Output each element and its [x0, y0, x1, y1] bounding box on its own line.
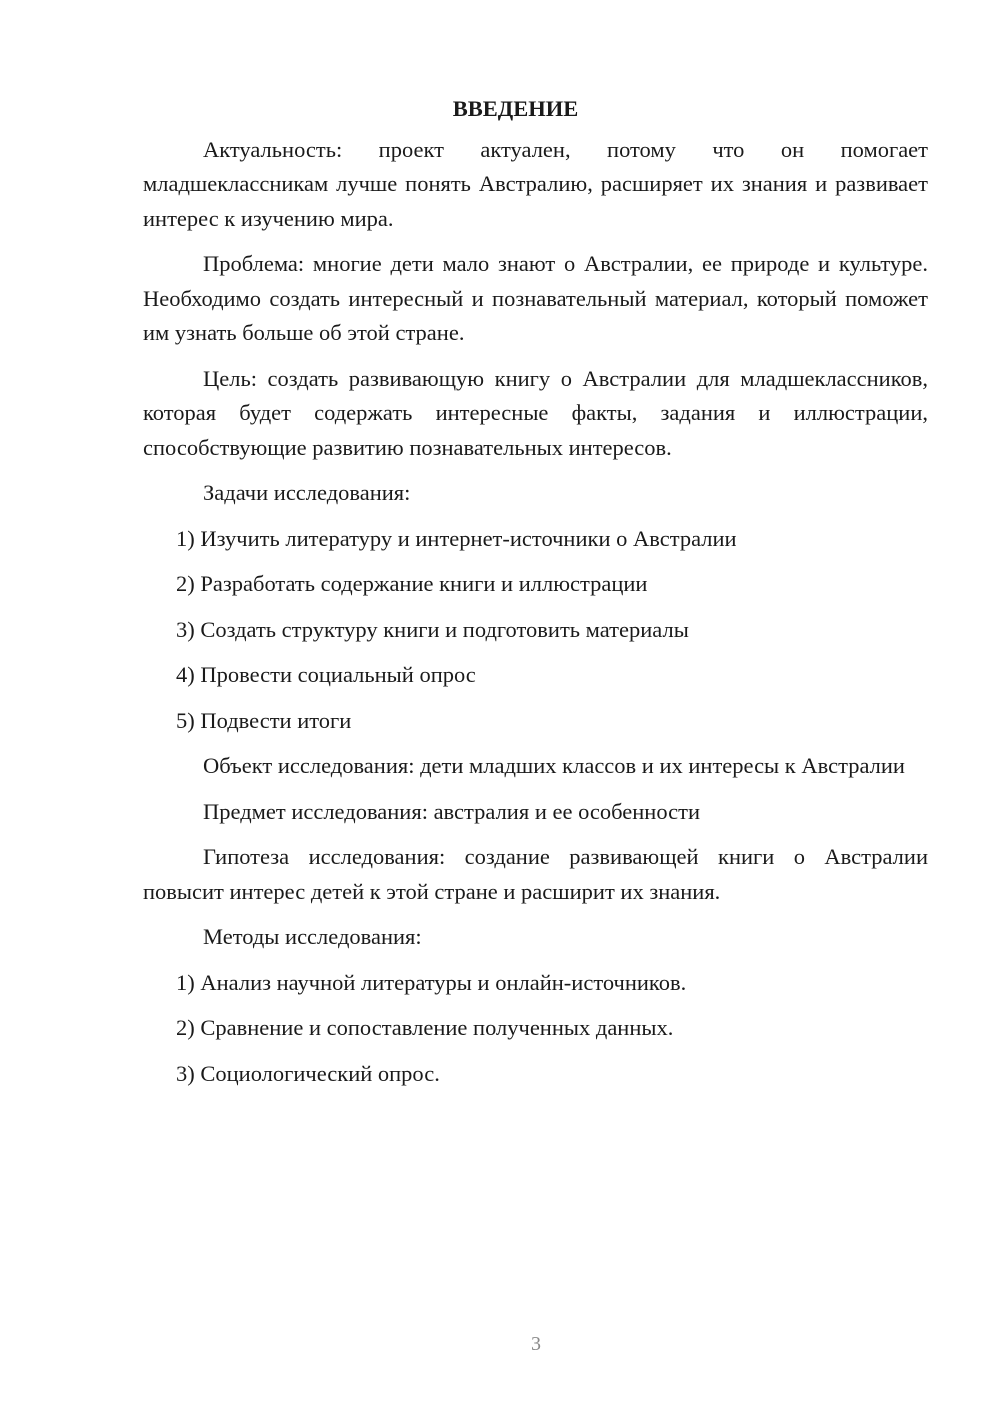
task-item: 5) Подвести итоги: [176, 707, 352, 733]
section-title: ВВЕДЕНИЕ: [452, 96, 579, 121]
method-item: 1) Анализ научной литературы и онлайн-источников.: [176, 969, 687, 995]
hypothesis-paragraph: Гипотеза исследования: создание развивающей книги о Австралии повысит интерес детей к этой стране и расширит их знания.: [143, 844, 928, 904]
goal-paragraph: Цель: создать развивающую книгу о Австралии для младшеклассников, которая будет содержать интересные факты, задания и иллюстрации, способствующие развитию познавательных интересов.: [143, 365, 928, 460]
relevance-paragraph: Актуальность: проект актуален, потому что он помогает младшеклассникам лучше понять Австралию, расширяет их знания и развивает интерес к изучению мира.: [143, 136, 928, 231]
page-number: 3: [531, 1333, 541, 1355]
problem-paragraph: Проблема: многие дети мало знают о Австралии, ее природе и культуре. Необходимо создать интересный и познавательный материал, который поможет им узнать больше об этой стране.: [143, 251, 928, 345]
task-item: 4) Провести социальный опрос: [176, 662, 476, 687]
method-item: 2) Сравнение и сопоставление полученных данных.: [176, 1015, 674, 1040]
task-item: 2) Разработать содержание книги и иллюстрации: [176, 571, 648, 596]
methods-heading: Методы исследования:: [203, 924, 422, 949]
document-page: [143, 92, 928, 1102]
object-paragraph: Объект исследования: дети младших классов и их интересы к Австралии: [203, 753, 905, 778]
method-item: 3) Социологический опрос.: [176, 1060, 440, 1086]
subject-paragraph: Предмет исследования: австралия и ее особенности: [203, 798, 701, 824]
tasks-heading: Задачи исследования:: [203, 480, 411, 505]
task-item: 1) Изучить литературу и интернет-источники о Австралии: [176, 525, 737, 551]
task-item: 3) Создать структуру книги и подготовить материалы: [176, 616, 689, 642]
